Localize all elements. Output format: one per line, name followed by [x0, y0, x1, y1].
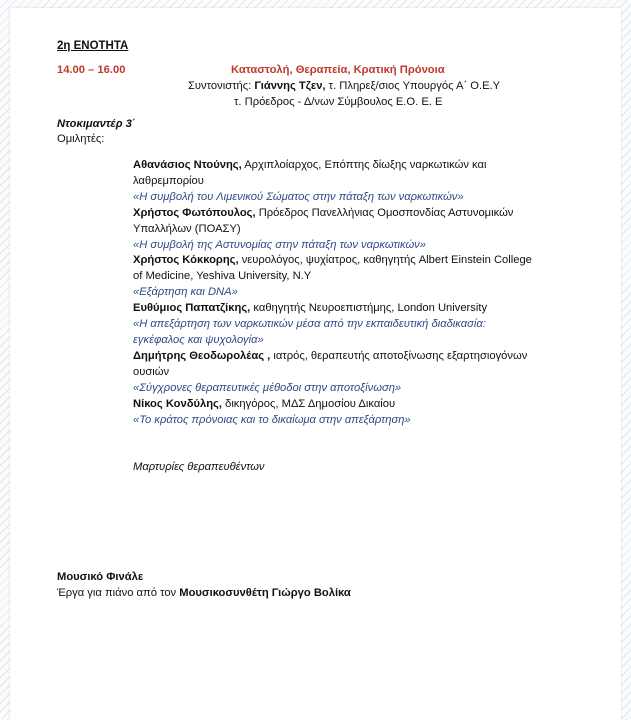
- speaker-line: [133, 301, 603, 317]
- speaker-role: Πρόεδρος Πανελλήνιας Ομοσπονδίας Αστυνομικών: [255, 206, 514, 219]
- speaker-line: [133, 253, 603, 269]
- coordinator-line: [188, 80, 500, 92]
- coordinator-role-2: τ. Πρόεδρος - Δ/νων Σύμβουλος Ε.Ο. Ε. Ε: [234, 96, 443, 108]
- speakers-list: [133, 158, 603, 476]
- speaker-name: Αθανάσιος Ντούνης,: [133, 159, 242, 171]
- speaker-role-cont: ουσιών: [133, 365, 170, 378]
- speaker-entry: [133, 397, 603, 429]
- talk-title-cont: εγκέφαλος και ψυχολογία»: [133, 333, 264, 346]
- speaker-role-cont: Υπαλλήλων (ΠΟΑΣΥ): [133, 222, 241, 235]
- documentary-label: Ντοκιμαντέρ 3΄: [57, 118, 136, 130]
- testimonials: Μαρτυρίες θεραπευθέντων: [133, 461, 265, 474]
- speaker-role-cont: λαθρεμπορίου: [133, 174, 204, 187]
- speaker-name: Χρήστος Φωτόπουλος,: [133, 206, 256, 219]
- speaker-entry: [133, 206, 603, 254]
- session-time: 14.00 – 16.00: [57, 64, 126, 76]
- speaker-line: [133, 158, 603, 174]
- speaker-entry: [133, 301, 603, 349]
- talk-title: «Η απεξάρτηση των ναρκωτικών μέσα από την εκπαιδευτική διαδικασία:: [133, 318, 486, 331]
- talk-title: «Η συμβολή της Αστυνομίας στην πάταξη των ναρκωτικών»: [133, 238, 426, 251]
- coordinator-role: τ. Πληρεξ/σιος Υπουργός Α΄ Ο.Ε.Υ: [328, 80, 501, 92]
- finale-composer: Μουσικοσυνθέτη Γιώργο Βολίκα: [179, 587, 351, 599]
- finale-prefix: Έργα για πιάνο από τον: [57, 587, 180, 599]
- speaker-entry: [133, 253, 603, 301]
- program-page: [10, 8, 621, 720]
- speaker-entry: [133, 349, 603, 397]
- talk-title: «Εξάρτηση και DNA»: [133, 286, 238, 299]
- speaker-name: Δημήτρης Θεοδωρολέας ,: [133, 349, 271, 362]
- coordinator-prefix: Συντονιστής:: [188, 80, 252, 92]
- talk-title: «Η συμβολή του Λιμενικού Σώματος στην πάταξη των ναρκωτικών»: [133, 190, 464, 203]
- speaker-role: δικηγόρος, ΜΔΣ Δημοσίου Δικαίου: [221, 397, 396, 410]
- speaker-name: Χρήστος Κόκκορης,: [133, 254, 239, 267]
- finale-title: Μουσικό Φινάλε: [57, 571, 144, 583]
- section-title: 2η ΕΝΟΤΗΤΑ: [57, 40, 129, 52]
- speaker-role: Αρχιπλοίαρχος, Επόπτης δίωξης ναρκωτικών και: [241, 159, 487, 171]
- speaker-role-cont: of Medicine, Yeshiva University, N.Y: [133, 270, 312, 283]
- speaker-name: Νίκος Κονδύλης,: [133, 397, 222, 410]
- speaker-entry: [133, 158, 603, 206]
- speaker-role: ιατρός, θεραπευτής αποτοξίνωσης εξαρτησιογόνων: [270, 349, 528, 362]
- speaker-line: [133, 206, 603, 222]
- finale-text: [57, 587, 351, 599]
- speaker-line: [133, 349, 603, 365]
- session-title: Καταστολή, Θεραπεία, Κρατική Πρόνοια: [231, 64, 445, 76]
- talk-title: «Σύγχρονες θεραπευτικές μέθοδοι στην αποτοξίνωση»: [133, 381, 402, 394]
- speakers-label: Ομιλητές:: [57, 133, 105, 145]
- speaker-role: νευρολόγος, ψυχίατρος, καθηγητής Albert Einstein College: [238, 254, 532, 267]
- speaker-line: [133, 397, 603, 413]
- speaker-role: καθηγητής Νευροεπιστήμης, London University: [250, 302, 488, 315]
- coordinator-name: Γιάννης Τζεν,: [254, 80, 326, 92]
- talk-title: «Το κράτος πρόνοιας και το δικαίωμα στην απεξάρτηση»: [133, 413, 411, 426]
- speaker-name: Ευθύμιος Παπατζίκης,: [133, 302, 251, 315]
